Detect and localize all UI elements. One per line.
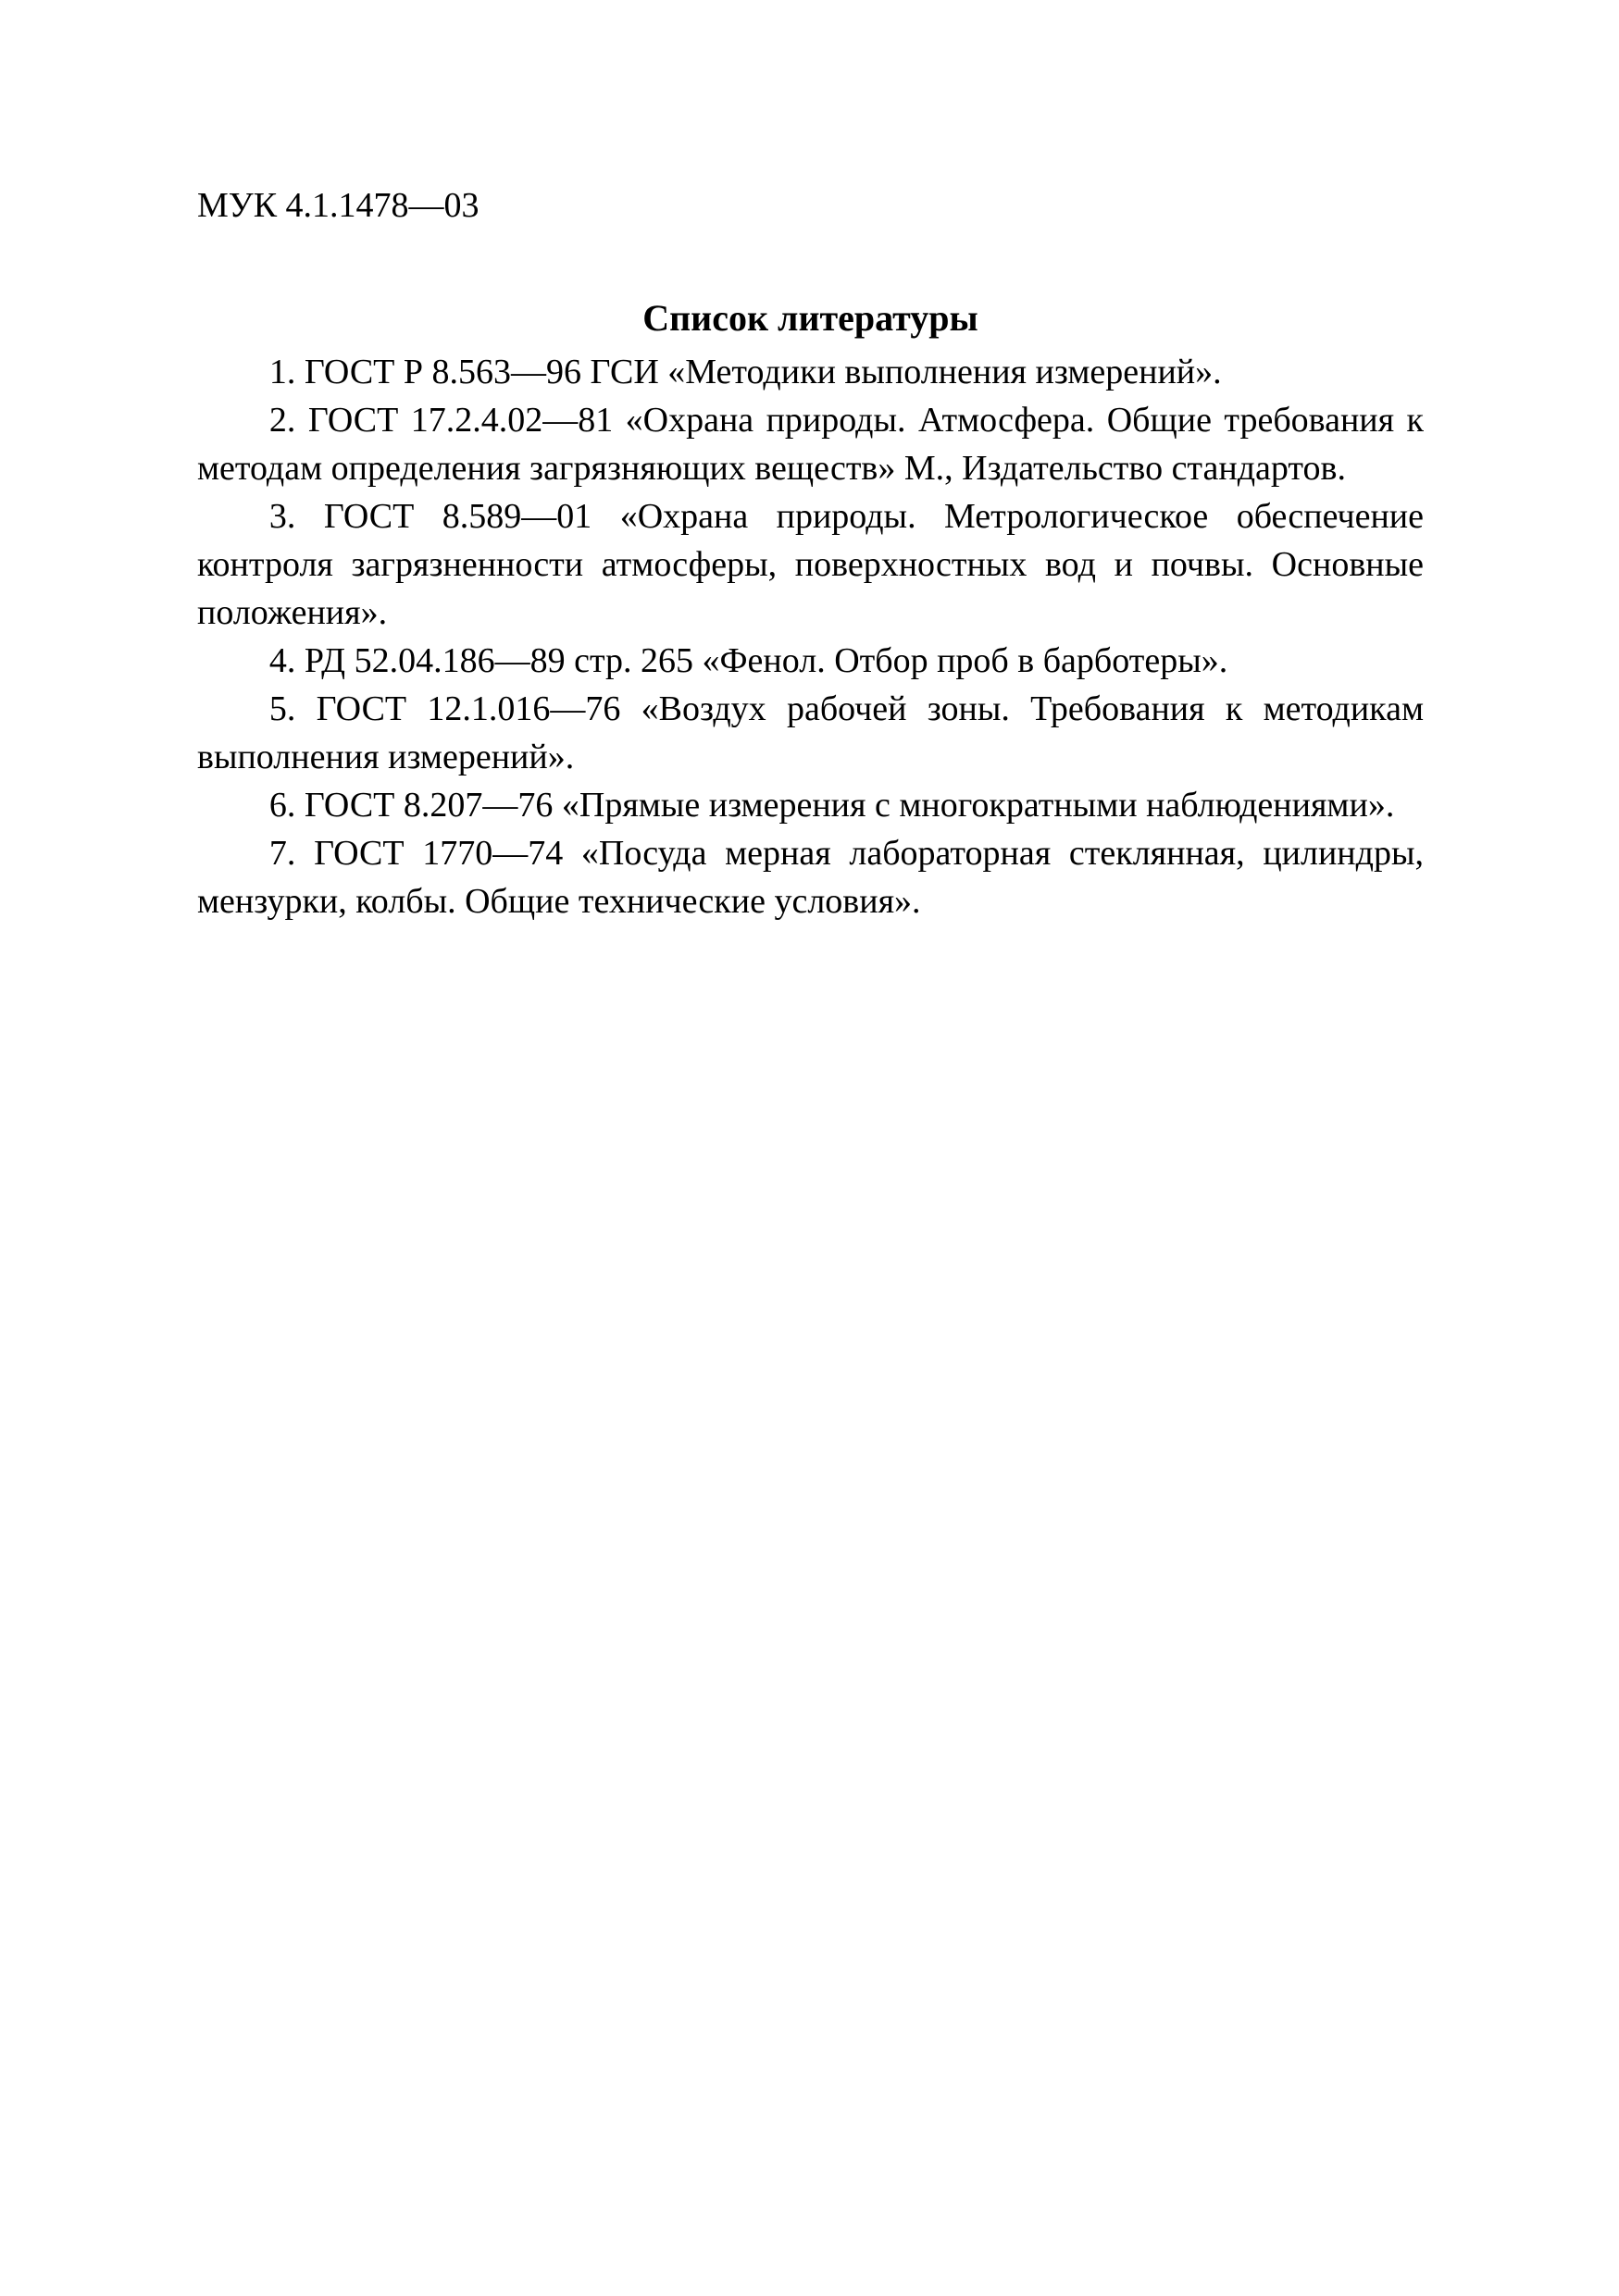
section-title: Список литературы xyxy=(642,297,978,339)
reference-item-7: 7. ГОСТ 1770—74 «Посуда мерная лабораторная стеклянная, цилиндры, мензурки, колбы. Общие технические условия». xyxy=(197,834,1424,921)
reference-item-6: 6. ГОСТ 8.207—76 «Прямые измерения с многократными наблюдениями». xyxy=(268,786,1395,825)
reference-list xyxy=(197,348,1424,925)
reference-item-3: 3. ГОСТ 8.589—01 «Охрана природы. Метрологическое обеспечение контроля загрязненности атмосферы, поверхностных вод и почвы. Основные положения». xyxy=(197,497,1424,632)
reference-item-2: 2. ГОСТ 17.2.4.02—81 «Охрана природы. Атмосфера. Общие требования к методам определения загрязняющих веществ» М., Издательство стандартов. xyxy=(197,401,1424,488)
reference-item-5: 5. ГОСТ 12.1.016—76 «Воздух рабочей зоны. Требования к методикам выполнения измерений». xyxy=(197,689,1424,776)
references-section xyxy=(197,294,1424,925)
reference-item-1: 1. ГОСТ Р 8.563—96 ГСИ «Методики выполнения измерений». xyxy=(268,353,1222,391)
document-code: МУК 4.1.1478—03 xyxy=(197,186,479,225)
reference-item-4: 4. РД 52.04.186—89 стр. 265 «Фенол. Отбор проб в барботеры». xyxy=(268,641,1228,680)
